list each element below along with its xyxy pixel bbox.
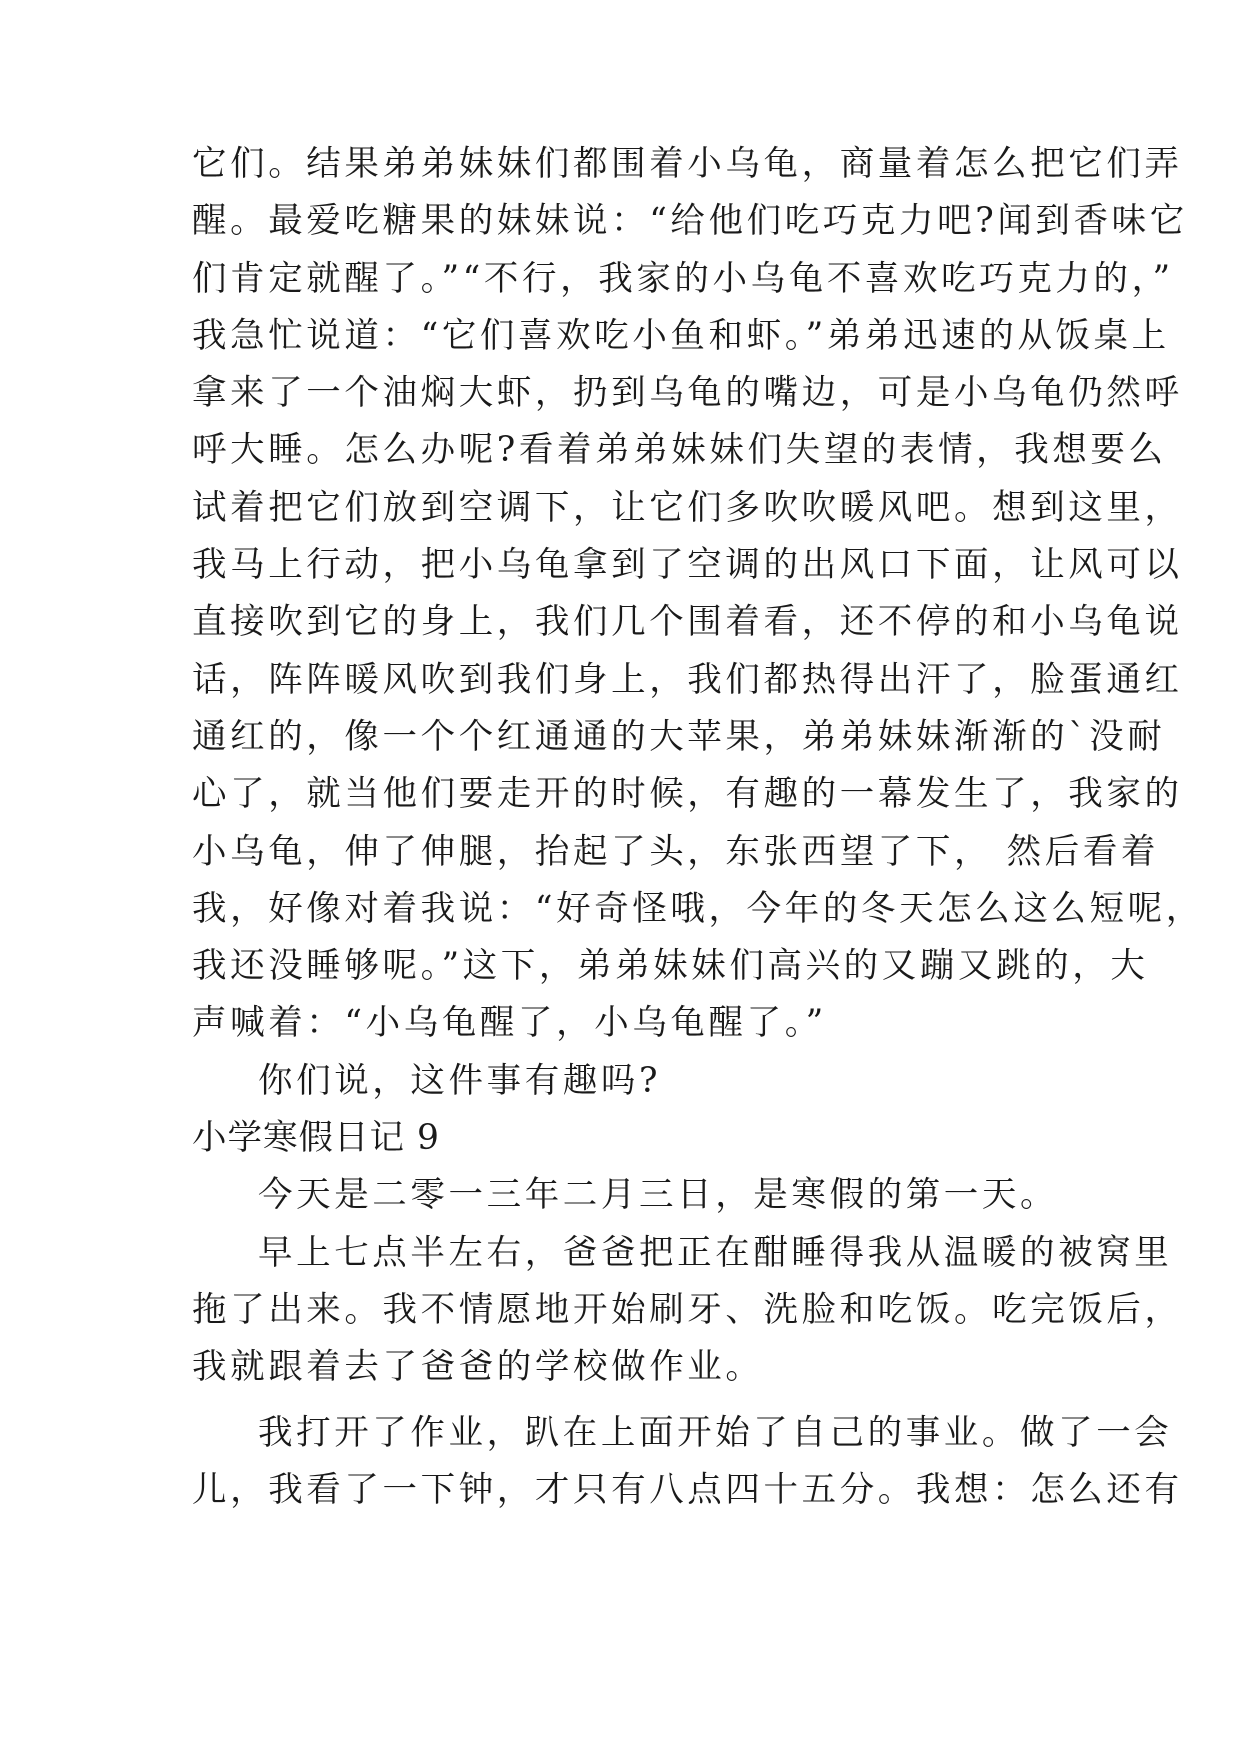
document-body — [192, 136, 1204, 1519]
story-line: 通红的，像一个个红通通的大苹果，弟弟妹妹渐渐的`没耐 — [192, 716, 1166, 757]
story-line: 我马上行动，把小乌龟拿到了空调的出风口下面，让风可以 — [192, 545, 1183, 586]
paragraph-line: 我打开了作业，趴在上面开始了自己的事业。做了一会 — [258, 1412, 1173, 1453]
paragraph-date: 今天是二零一三年二月三日，是寒假的第一天。 — [258, 1175, 1059, 1216]
story-line: 拿来了一个油焖大虾，扔到乌龟的嘴边，可是小乌龟仍然呼 — [192, 373, 1183, 414]
story-line: 话，阵阵暖风吹到我们身上，我们都热得出汗了，脸蛋通红 — [192, 659, 1183, 700]
story-line: 醒。最爱吃糖果的妹妹说：“给他们吃巧克力吧?闻到香味它 — [192, 201, 1188, 242]
story-line: 们肯定就醒了。”“不行，我家的小乌龟不喜欢吃巧克力的，” — [192, 258, 1174, 299]
story-line: 呼大睡。怎么办呢?看着弟弟妹妹们失望的表情，我想要么 — [192, 430, 1167, 471]
story-line: 心了，就当他们要走开的时候，有趣的一幕发生了，我家的 — [192, 774, 1183, 815]
paragraph-line: 儿，我看了一下钟，才只有八点四十五分。我想：怎么还有 — [192, 1469, 1183, 1510]
story-line: 我还没睡够呢。”这下，弟弟妹妹们高兴的又蹦又跳的，大 — [192, 946, 1149, 987]
paragraph-line: 早上七点半左右，爸爸把正在酣睡得我从温暖的被窝里 — [258, 1232, 1173, 1273]
story-line: 我，好像对着我说：“好奇怪哦，今年的冬天怎么这么短呢， — [192, 888, 1204, 929]
paragraph-spacer — [192, 1397, 1072, 1405]
story-line: 小乌龟，伸了伸腿，抬起了头，东张西望了下， 然后看着 — [192, 831, 1160, 872]
paragraph-line: 我就跟着去了爸爸的学校做作业。 — [192, 1347, 764, 1388]
closing-question: 你们说，这件事有趣吗? — [258, 1060, 662, 1101]
paragraph-line: 拖了出来。我不情愿地开始刷牙、洗脸和吃饭。吃完饭后， — [192, 1289, 1183, 1330]
story-line: 声喊着：“小乌龟醒了，小乌龟醒了。” — [192, 1003, 827, 1044]
story-line: 直接吹到它的身上，我们几个围着看，还不停的和小乌龟说 — [192, 602, 1183, 643]
story-line: 它们。结果弟弟妹妹们都围着小乌龟，商量着怎么把它们弄 — [192, 144, 1183, 184]
story-line: 试着把它们放到空调下，让它们多吹吹暖风吧。想到这里， — [192, 487, 1183, 528]
story-line: 我急忙说道：“它们喜欢吃小鱼和虾。”弟弟迅速的从饭桌上 — [192, 315, 1170, 356]
section-title: 小学寒假日记 9 — [192, 1118, 440, 1159]
